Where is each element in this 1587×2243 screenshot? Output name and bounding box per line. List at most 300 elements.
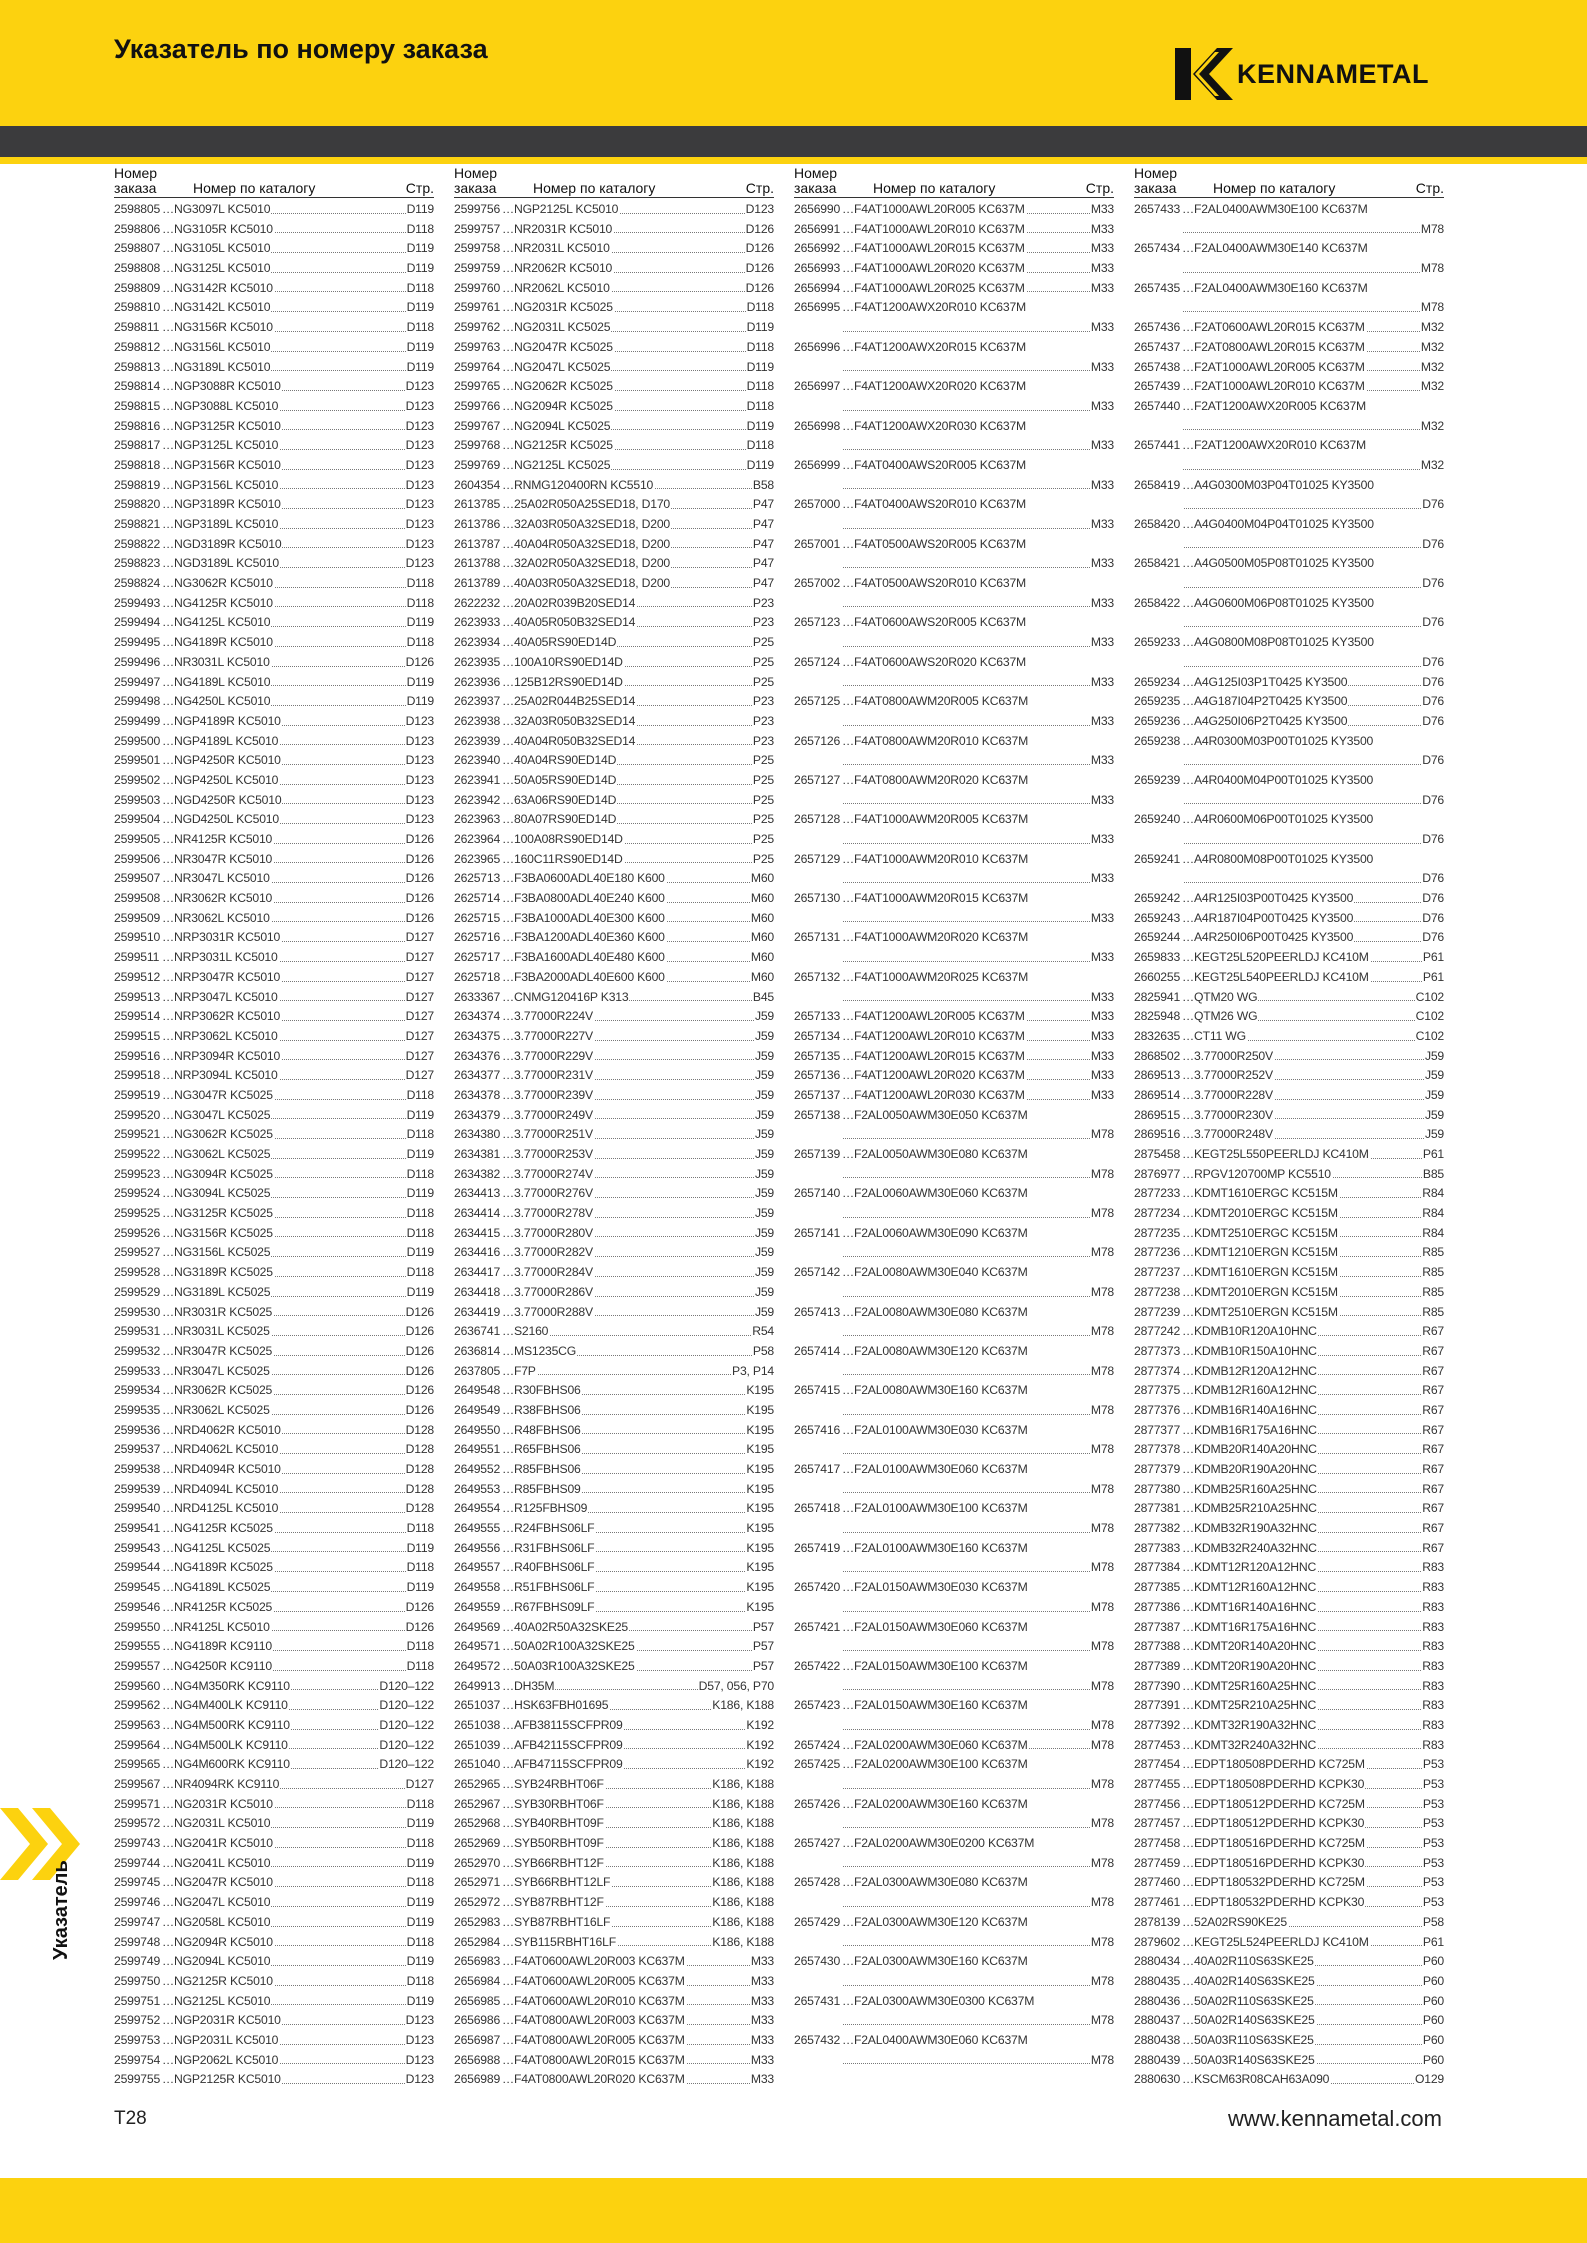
page-reference: M78 — [1090, 1204, 1114, 1224]
order-number: 2657002 — [794, 576, 841, 591]
page-reference: M60 — [750, 909, 774, 929]
order-number: 2657413 — [794, 1304, 841, 1319]
order-number: 2877239 — [1134, 1304, 1181, 1319]
order-number: 2599506 — [114, 851, 161, 866]
index-row — [454, 1086, 774, 1106]
index-row — [454, 1814, 774, 1834]
page-reference — [1113, 1834, 1114, 1854]
index-row — [794, 574, 1114, 594]
order-number: 2599535 — [114, 1402, 161, 1417]
index-row — [114, 200, 434, 220]
catalog-number: …3.77000R278V — [502, 1204, 754, 1224]
page-reference: M33 — [1090, 712, 1114, 732]
catalog-number: …F4AT0600AWS20R005 KC637M — [842, 615, 1026, 630]
page-reference: M78 — [1090, 1598, 1114, 1618]
catalog-number: …KDMT16R175A16HNC — [1182, 1618, 1421, 1638]
page-reference — [1113, 692, 1114, 712]
index-column-3 — [794, 165, 1114, 2070]
page-reference — [1443, 436, 1444, 456]
catalog-number: …F2AL0200AWM30E160 KC637M — [842, 1796, 1028, 1811]
index-row — [454, 692, 774, 712]
page-reference: M33 — [1090, 476, 1114, 496]
order-number — [1134, 259, 1182, 279]
page-reference — [1443, 771, 1444, 791]
order-number: 2652972 — [454, 1895, 501, 1910]
order-number — [794, 1893, 842, 1913]
order-number: 2657436 — [1134, 320, 1181, 335]
catalog-number: …AFB47115SCFPR09 — [502, 1755, 745, 1775]
order-number: 2623963 — [454, 812, 501, 827]
page-reference: D127 — [405, 988, 434, 1008]
order-number: 2598823 — [114, 556, 161, 571]
page-reference: M33 — [1090, 1047, 1114, 1067]
page-reference: C102 — [1415, 988, 1444, 1008]
page-reference: P60 — [1422, 1972, 1444, 1992]
catalog-number — [1182, 653, 1421, 673]
page-reference: K195 — [745, 1381, 774, 1401]
order-number: 2599541 — [114, 1521, 161, 1536]
catalog-number: …KDMT32R240A32HNC — [1182, 1736, 1421, 1756]
index-row — [794, 200, 1114, 220]
catalog-number: …KDMT12R120A12HNC — [1182, 1558, 1421, 1578]
index-row — [454, 1401, 774, 1421]
index-row — [1134, 1283, 1444, 1303]
index-row — [794, 988, 1114, 1008]
page-reference: D126 — [745, 259, 774, 279]
index-row — [454, 1539, 774, 1559]
page-reference: M78 — [1090, 1814, 1114, 1834]
page-reference — [1113, 771, 1114, 791]
index-row — [794, 732, 1114, 752]
order-number: 2657438 — [1134, 359, 1181, 374]
catalog-number: …KDMT2010ERGC KC515M — [1182, 1204, 1421, 1224]
index-row — [114, 1558, 434, 1578]
catalog-number: …F4AT0600AWS20R020 KC637M — [842, 654, 1026, 669]
catalog-number: …F4AT0600AWL20R010 KC637M — [502, 1992, 750, 2012]
catalog-number — [1182, 259, 1420, 279]
order-number: 2657137 — [794, 1087, 841, 1102]
page-reference: R83 — [1421, 1657, 1444, 1677]
index-row — [794, 1873, 1114, 1893]
catalog-number: …NG4M500LK KC9110 — [162, 1736, 378, 1756]
catalog-number: …R65FBHS06 — [502, 1440, 745, 1460]
index-row — [114, 358, 434, 378]
index-row — [794, 1086, 1114, 1106]
index-row — [1134, 476, 1444, 496]
catalog-number: …A4G0500M05P08T01025 KY3500 — [1182, 556, 1374, 571]
index-row — [794, 1204, 1114, 1224]
order-number — [794, 1677, 842, 1697]
catalog-number: …NR2062L KC5010 — [502, 279, 745, 299]
catalog-number: …NRD4125L KC5010 — [162, 1499, 405, 1519]
page-reference: D118 — [406, 279, 434, 299]
index-row — [114, 1421, 434, 1441]
catalog-number: …40A03R050A32SED18, D200 — [502, 574, 752, 594]
catalog-number: …F4AT1200AWL20R030 KC637M — [842, 1086, 1090, 1106]
page-reference: P25 — [752, 653, 774, 673]
catalog-number: …F7P — [502, 1362, 731, 1382]
order-number: 2657434 — [1134, 241, 1181, 256]
index-row — [454, 1125, 774, 1145]
order-number: 2598811 — [114, 320, 160, 335]
page-reference: D123 — [405, 436, 434, 456]
page-reference: K186, K188 — [711, 1834, 774, 1854]
catalog-number — [1182, 417, 1420, 437]
index-row — [794, 318, 1114, 338]
page-reference: J59 — [754, 1204, 774, 1224]
index-row — [454, 928, 774, 948]
page-reference — [1443, 554, 1444, 574]
index-row — [1134, 397, 1444, 417]
order-number: 2657126 — [794, 733, 841, 748]
catalog-number — [842, 673, 1090, 693]
order-number: 2623965 — [454, 851, 501, 866]
index-row — [1134, 1952, 1444, 1972]
order-number: 2599767 — [454, 418, 501, 433]
index-row — [454, 1578, 774, 1598]
catalog-number: …NR2031R KC5010 — [502, 220, 745, 240]
order-number: 2877458 — [1134, 1836, 1181, 1851]
order-number — [794, 318, 842, 338]
catalog-number: …NR3062L KC5010 — [162, 909, 405, 929]
page-reference: J59 — [1424, 1125, 1444, 1145]
order-number: 2652965 — [454, 1777, 501, 1791]
page-reference: D118 — [406, 594, 434, 614]
page-reference: M78 — [1090, 1519, 1114, 1539]
page-reference: D126 — [405, 1322, 434, 1342]
order-number: 2598819 — [114, 477, 161, 492]
catalog-number — [1182, 791, 1421, 811]
page-reference: R83 — [1421, 1736, 1444, 1756]
catalog-number: …F4AT0800AWL20R005 KC637M — [502, 2031, 750, 2051]
index-row — [114, 810, 434, 830]
index-row — [1134, 673, 1444, 693]
order-number: 2599520 — [114, 1107, 161, 1122]
order-number: 2599536 — [114, 1422, 161, 1437]
catalog-number: …F3BA0800ADL40E240 K600 — [502, 889, 750, 909]
page-reference: D120–122 — [378, 1755, 434, 1775]
page-reference: K186, K188 — [711, 1696, 774, 1716]
page-reference — [1443, 397, 1444, 417]
page-reference: D118 — [406, 1224, 434, 1244]
order-number: 2659234 — [1134, 674, 1181, 689]
index-row — [454, 869, 774, 889]
catalog-number: …F4AT0400AWS20R005 KC637M — [842, 457, 1026, 472]
index-row — [454, 1283, 774, 1303]
catalog-number — [842, 594, 1090, 614]
index-row — [114, 869, 434, 889]
catalog-number: …A4R125I03P00T0425 KY3500 — [1182, 889, 1421, 909]
catalog-number: …NG2094R KC5025 — [502, 397, 746, 417]
catalog-number: …NG4189L KC5025 — [162, 1578, 406, 1598]
index-row — [1134, 1696, 1444, 1716]
page-reference — [1113, 1755, 1114, 1775]
index-row — [794, 1027, 1114, 1047]
index-row — [114, 830, 434, 850]
page-reference: D119 — [406, 1854, 434, 1874]
catalog-number: …NR4125L KC5010 — [162, 1618, 405, 1638]
catalog-number: …MS1235CG — [502, 1342, 752, 1362]
catalog-number: …A4G0300M03P04T01025 KY3500 — [1182, 477, 1374, 492]
page-reference: M33 — [1090, 791, 1114, 811]
index-row — [1134, 1047, 1444, 1067]
order-number: 2625713 — [454, 871, 501, 886]
page-reference: D119 — [406, 1243, 434, 1263]
index-row — [1134, 1558, 1444, 1578]
catalog-number: …F4AT0600AWL20R005 KC637M — [502, 1972, 750, 1992]
catalog-number: …KDMB25R160A25HNC — [1182, 1480, 1421, 1500]
page-reference: D126 — [405, 1303, 434, 1323]
catalog-number: …NR3047L KC5025 — [162, 1362, 405, 1382]
index-row — [1134, 1460, 1444, 1480]
order-number: 2652983 — [454, 1914, 501, 1929]
page-reference: R67 — [1421, 1499, 1444, 1519]
catalog-number — [842, 751, 1090, 771]
catalog-number: …NR3062R KC5010 — [162, 889, 405, 909]
catalog-number: …QTM26 WG — [1182, 1007, 1415, 1027]
catalog-number: …3.77000R230V — [1182, 1106, 1424, 1126]
catalog-number: …3.77000R248V — [1182, 1125, 1424, 1145]
catalog-number: …KDMB12R120A12HNC — [1182, 1362, 1421, 1382]
order-number: 2599752 — [114, 2013, 161, 2028]
catalog-number — [842, 2051, 1090, 2071]
order-number: 2652967 — [454, 1796, 501, 1811]
catalog-number: …NG3062R KC5025 — [162, 1125, 406, 1145]
page-reference: J59 — [754, 1283, 774, 1303]
catalog-number: …KDMT25R210A25HNC — [1182, 1696, 1421, 1716]
order-number: 2869516 — [1134, 1127, 1181, 1142]
order-number: 2657425 — [794, 1757, 841, 1772]
page-reference: M33 — [750, 2070, 774, 2090]
catalog-number: …F4AT0800AWL20R020 KC637M — [502, 2070, 750, 2090]
catalog-number: …NRD4094R KC5010 — [162, 1460, 405, 1480]
catalog-number: …KDMT1210ERGN KC515M — [1182, 1243, 1421, 1263]
index-row — [454, 456, 774, 476]
order-number: 2598807 — [114, 241, 161, 256]
catalog-number: …F4AT1000AWL20R025 KC637M — [842, 279, 1090, 299]
page-reference: P25 — [752, 673, 774, 693]
index-row — [794, 456, 1114, 476]
order-number — [794, 1440, 842, 1460]
order-number: 2598813 — [114, 359, 161, 374]
order-number: 2656993 — [794, 261, 841, 276]
page-reference: D119 — [406, 298, 434, 318]
catalog-number: …40A02R50A32SKE25 — [502, 1618, 752, 1638]
page-reference: J59 — [754, 1086, 774, 1106]
order-number: 2880437 — [1134, 2013, 1181, 2028]
catalog-number — [842, 1519, 1090, 1539]
catalog-number: …A4R0300M03P00T01025 KY3500 — [1182, 733, 1374, 748]
catalog-number: …F4AT1200AWX20R010 KC637M — [842, 300, 1026, 315]
order-number — [794, 1637, 842, 1657]
index-row — [1134, 1716, 1444, 1736]
catalog-number: …NRD4062L KC5010 — [162, 1440, 405, 1460]
order-number: 2657127 — [794, 772, 841, 787]
page-reference: P53 — [1422, 1834, 1444, 1854]
page-reference: M33 — [1090, 436, 1114, 456]
catalog-number: …KDMT1610ERGC KC515M — [1182, 1184, 1421, 1204]
index-row — [794, 1913, 1114, 1933]
order-number: 2869515 — [1134, 1107, 1181, 1122]
order-number: 2657132 — [794, 969, 841, 984]
index-row — [1134, 1854, 1444, 1874]
order-number — [794, 948, 842, 968]
order-number: 2599760 — [454, 280, 501, 295]
page-reference: D118 — [406, 1795, 434, 1815]
index-row — [1134, 2011, 1444, 2031]
page-reference: D76 — [1421, 909, 1444, 929]
page-reference: P47 — [752, 535, 774, 555]
page-reference: P58 — [1422, 1913, 1444, 1933]
index-row — [1134, 495, 1444, 515]
index-row — [794, 1933, 1114, 1953]
index-row — [114, 692, 434, 712]
order-number: 2657421 — [794, 1619, 841, 1634]
index-row — [114, 2070, 434, 2090]
index-row — [114, 1303, 434, 1323]
order-number — [794, 594, 842, 614]
catalog-number: …NG3142R KC5010 — [162, 279, 406, 299]
index-row — [454, 1322, 774, 1342]
catalog-number: …F4AT0800AWM20R010 KC637M — [842, 733, 1029, 748]
catalog-number: …F3BA2000ADL40E600 K600 — [502, 968, 750, 988]
index-row — [794, 436, 1114, 456]
order-number: 2623940 — [454, 753, 501, 768]
index-row — [114, 1480, 434, 1500]
catalog-number: …3.77000R227V — [502, 1027, 754, 1047]
brand-name: KENNAMETAL — [1237, 58, 1429, 89]
order-number: 2634380 — [454, 1127, 501, 1142]
order-number: 2599509 — [114, 910, 161, 925]
page-reference: M33 — [1090, 988, 1114, 1008]
order-number: 2657440 — [1134, 398, 1181, 413]
index-row — [794, 613, 1114, 633]
index-row — [454, 771, 774, 791]
order-number: 2657130 — [794, 891, 841, 906]
catalog-number — [842, 318, 1090, 338]
page-reference: D126 — [405, 1598, 434, 1618]
catalog-number: …F4AT1000AWM20R025 KC637M — [842, 969, 1029, 984]
catalog-number: …SYB87RBHT16LF — [502, 1913, 711, 1933]
order-number: 2657136 — [794, 1068, 841, 1083]
order-number: 2657437 — [1134, 339, 1181, 354]
order-number — [794, 1362, 842, 1382]
order-number: 2658419 — [1134, 477, 1181, 492]
catalog-number: …NRD4062R KC5010 — [162, 1421, 405, 1441]
index-row — [454, 810, 774, 830]
page-reference: J59 — [1424, 1066, 1444, 1086]
order-number: 2599755 — [114, 2072, 161, 2087]
catalog-number: …SYB24RBHT06F — [502, 1775, 711, 1795]
order-number: 2649913 — [454, 1678, 501, 1693]
order-number: 2599500 — [114, 733, 161, 748]
page-reference: M78 — [1090, 1893, 1114, 1913]
page-reference: D118 — [406, 1263, 434, 1283]
index-row — [454, 1716, 774, 1736]
order-number — [794, 791, 842, 811]
index-row — [454, 1499, 774, 1519]
page-reference: C102 — [1415, 1027, 1444, 1047]
page-reference: K195 — [745, 1519, 774, 1539]
index-row — [454, 515, 774, 535]
order-number — [1134, 653, 1182, 673]
catalog-number: …NG2094L KC5010 — [162, 1952, 406, 1972]
page-reference: M78 — [1090, 1854, 1114, 1874]
page-reference: M78 — [1420, 298, 1444, 318]
order-number: 2599526 — [114, 1225, 161, 1240]
page-reference: M60 — [750, 869, 774, 889]
catalog-number: …F2AL0100AWM30E060 KC637M — [842, 1462, 1028, 1476]
index-row — [454, 594, 774, 614]
catalog-number: …KDMB32R240A32HNC — [1182, 1539, 1421, 1559]
index-row — [1134, 1243, 1444, 1263]
catalog-number — [842, 554, 1090, 574]
order-number: 2634414 — [454, 1206, 501, 1221]
catalog-number — [842, 1401, 1090, 1421]
order-number: 2622232 — [454, 595, 501, 610]
catalog-number — [842, 1893, 1090, 1913]
catalog-number: …R30FBHS06 — [502, 1381, 745, 1401]
order-number: 2599560 — [114, 1678, 161, 1693]
index-row — [794, 358, 1114, 378]
catalog-number: …F2AL0080AWM30E160 KC637M — [842, 1383, 1028, 1398]
catalog-number: …F4AT0800AWM20R005 KC637M — [842, 694, 1029, 709]
index-row — [454, 338, 774, 358]
website-link[interactable]: www.kennametal.com — [1228, 2106, 1442, 2131]
index-row — [114, 377, 434, 397]
order-number: 2877378 — [1134, 1442, 1181, 1457]
index-row — [1134, 791, 1444, 811]
catalog-number: …NG4M400LK KC9110 — [162, 1696, 378, 1716]
catalog-number: …NR4125R KC5025 — [162, 1598, 405, 1618]
page-reference — [1113, 377, 1114, 397]
catalog-number: …R51FBHS06LF — [502, 1578, 745, 1598]
catalog-number — [842, 948, 1090, 968]
page-reference — [1113, 1873, 1114, 1893]
catalog-number — [842, 1362, 1090, 1382]
page-reference: D123 — [405, 535, 434, 555]
catalog-number — [842, 1933, 1090, 1953]
page-reference: P23 — [752, 712, 774, 732]
index-row — [1134, 1834, 1444, 1854]
order-number: 2649571 — [454, 1639, 501, 1654]
order-number: 2634375 — [454, 1028, 501, 1043]
catalog-number: …F2AL0150AWM30E160 KC637M — [842, 1698, 1028, 1713]
order-number: 2657439 — [1134, 379, 1181, 394]
catalog-number: …R48FBHS06 — [502, 1421, 745, 1441]
order-number: 2623937 — [454, 694, 501, 709]
index-row — [114, 1814, 434, 1834]
order-number: 2877377 — [1134, 1422, 1181, 1437]
catalog-number: …F4AT1200AWL20R015 KC637M — [842, 1047, 1090, 1067]
order-number: 2599529 — [114, 1284, 161, 1299]
order-number: 2625718 — [454, 969, 501, 984]
catalog-number: …NG3156L KC5010 — [162, 338, 406, 358]
order-number: 2599495 — [114, 635, 161, 650]
order-number: 2879602 — [1134, 1934, 1181, 1949]
index-row — [794, 869, 1114, 889]
page-reference: M33 — [1090, 751, 1114, 771]
page-reference: D123 — [405, 476, 434, 496]
catalog-number: …NGP2031R KC5010 — [162, 2011, 405, 2031]
page-reference — [1443, 633, 1444, 653]
index-row — [454, 968, 774, 988]
page-reference: D126 — [405, 889, 434, 909]
index-row — [114, 1893, 434, 1913]
index-row — [114, 771, 434, 791]
index-row — [454, 791, 774, 811]
page-reference: D123 — [405, 515, 434, 535]
